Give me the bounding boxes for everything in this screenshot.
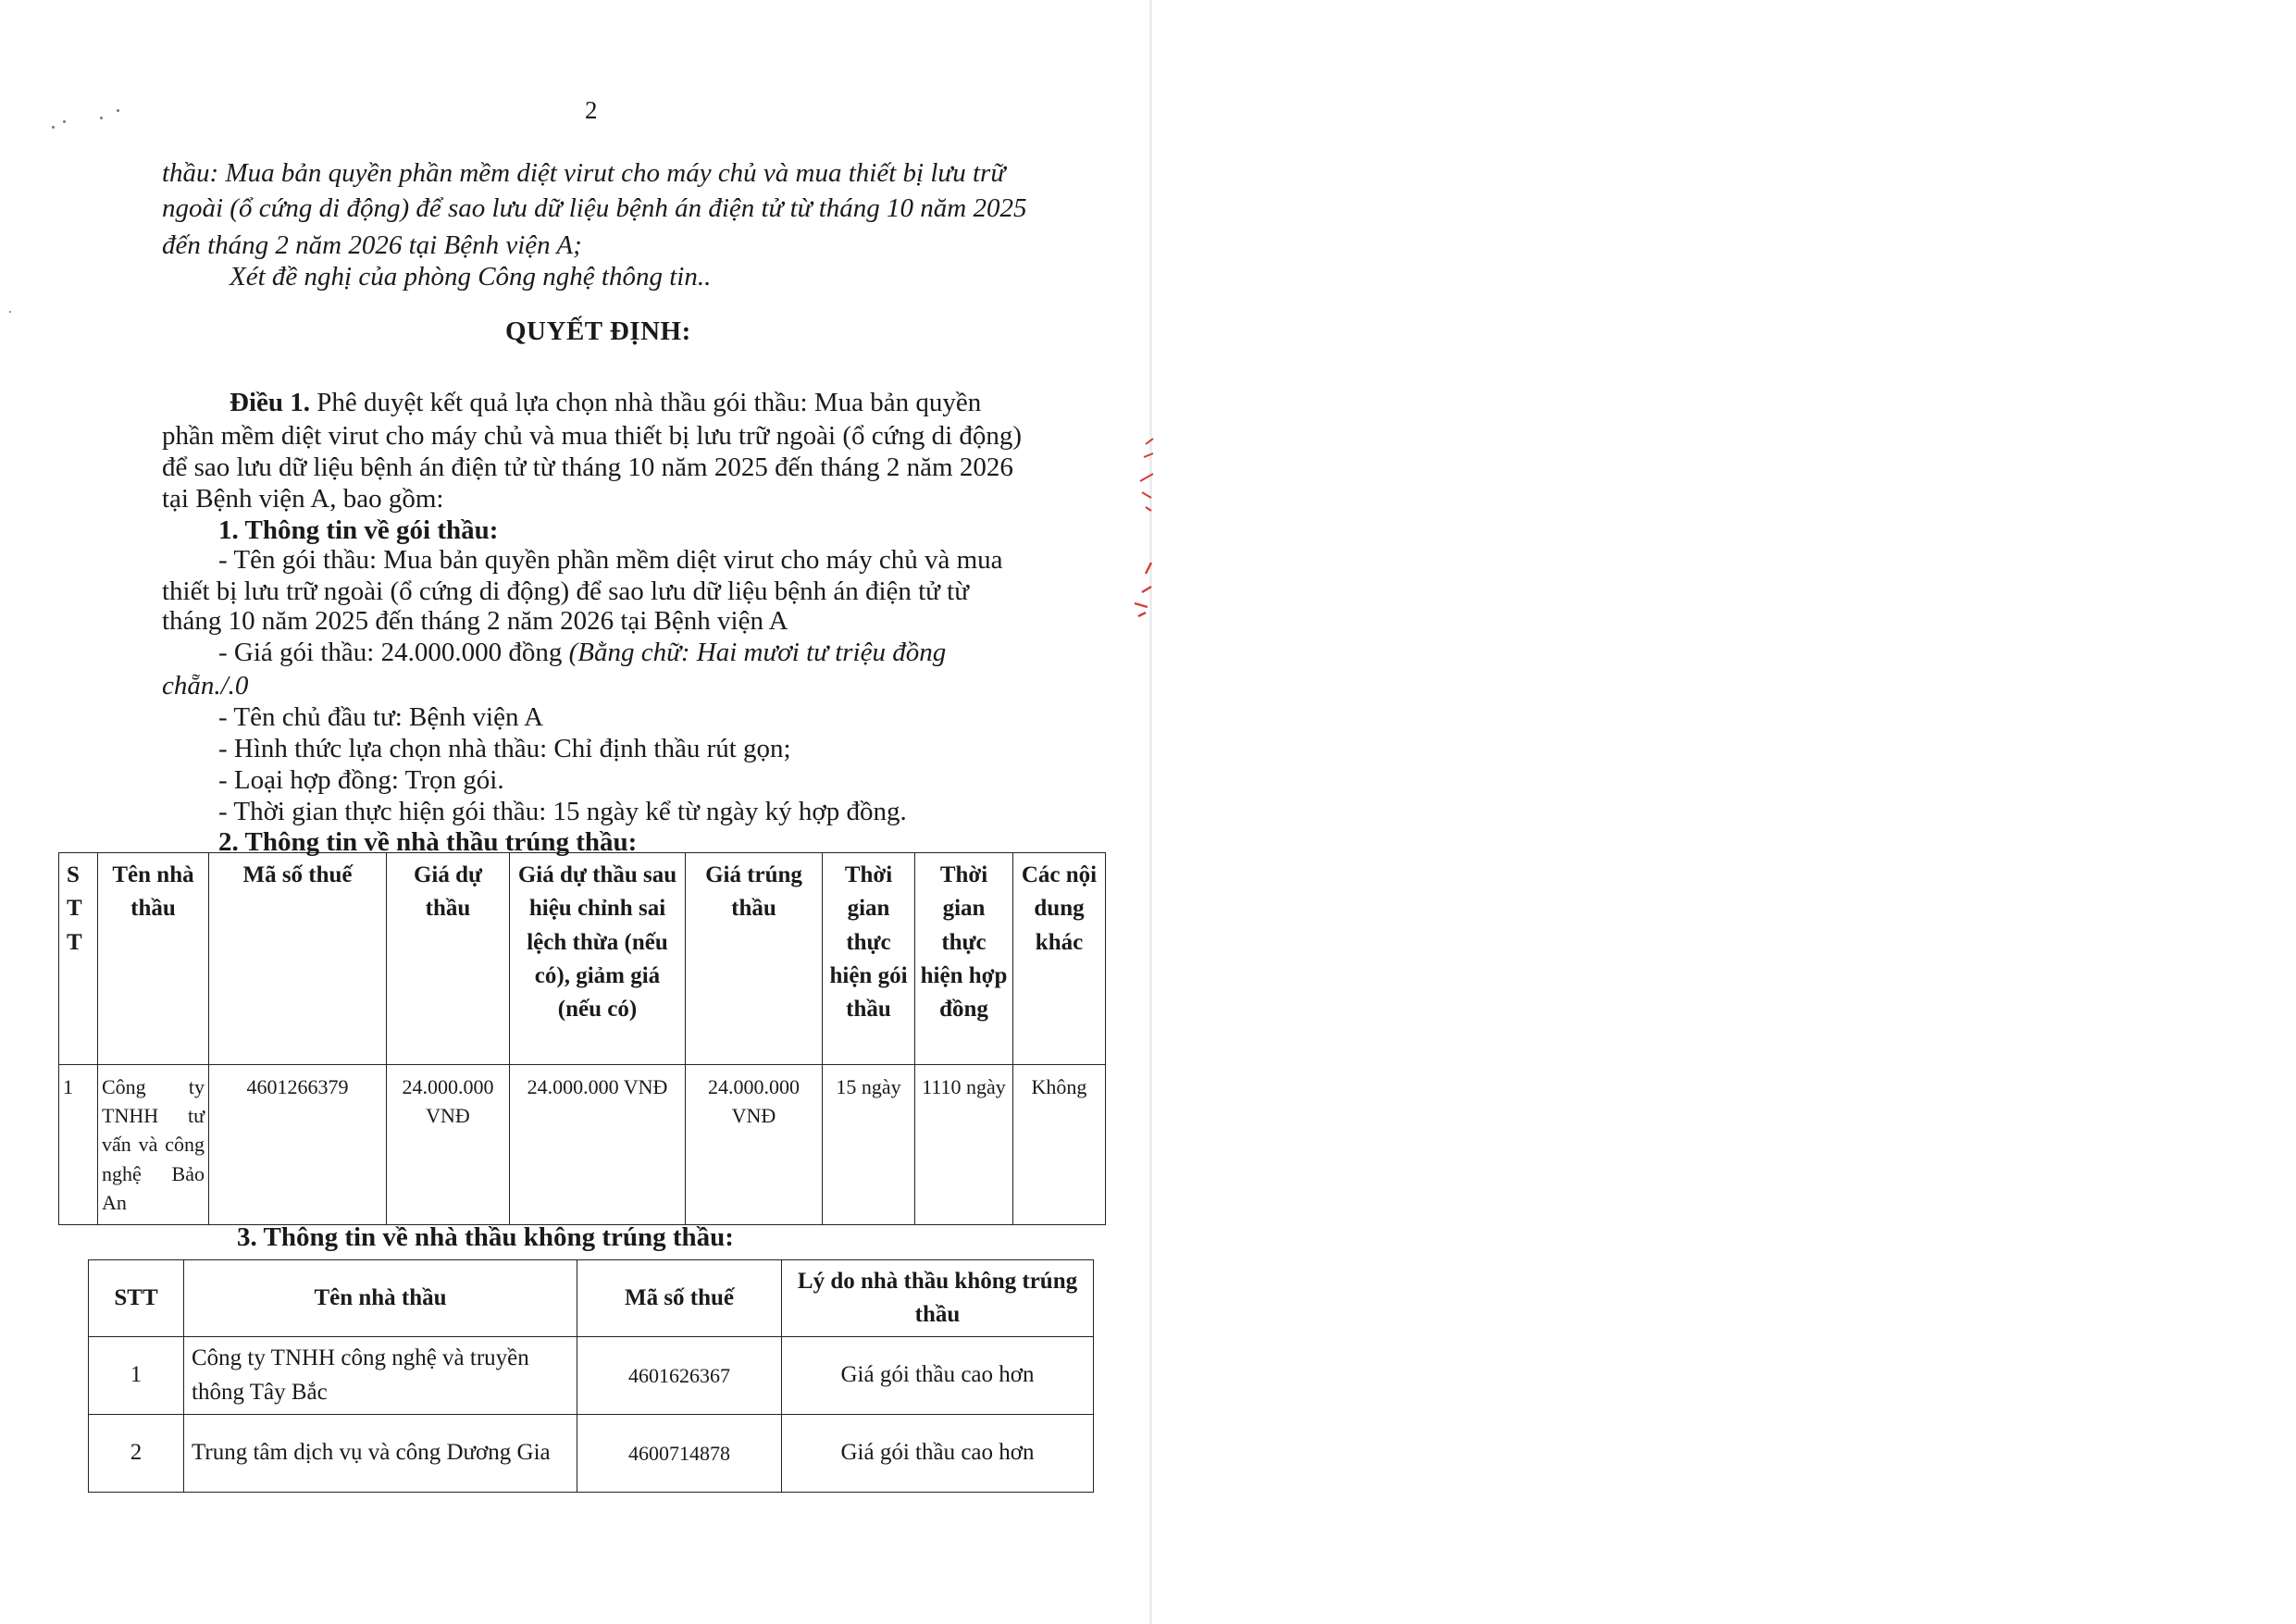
col-other: Các nội dung khác bbox=[1013, 853, 1106, 1065]
col-contractor-name: Tên nhà thầu bbox=[98, 853, 209, 1065]
section1-title: 1. Thông tin về gói thầu: bbox=[218, 515, 499, 545]
contract-type-line: - Loại hợp đồng: Trọn gói. bbox=[218, 765, 504, 795]
package-name-line-2: thiết bị lưu trữ ngoài (ổ cứng di động) để sao lưu dữ liệu bệnh án điện tử từ bbox=[162, 576, 969, 606]
col-contract-time: Thời gian thực hiện hợp đồng bbox=[915, 853, 1013, 1065]
row-tax-code: 4601266379 bbox=[209, 1065, 387, 1225]
page-fold bbox=[1149, 0, 1152, 1624]
row-stt: 2 bbox=[89, 1415, 184, 1493]
table-row bbox=[89, 1415, 1094, 1493]
row-tax-code: 4601626367 bbox=[577, 1337, 782, 1415]
non-winner-table bbox=[88, 1259, 1094, 1493]
duration-line: - Thời gian thực hiện gói thầu: 15 ngày kể từ ngày ký hợp đồng. bbox=[218, 797, 907, 826]
row-reason: Giá gói thầu cao hơn bbox=[782, 1415, 1094, 1493]
table-row bbox=[89, 1337, 1094, 1415]
decision-heading: QUYẾT ĐỊNH: bbox=[505, 316, 691, 346]
col-bid-price: Giá dự thầu bbox=[387, 853, 510, 1065]
col-tax-code: Mã số thuế bbox=[209, 853, 387, 1065]
table-row bbox=[59, 1065, 1106, 1225]
article1-label: Điều 1. bbox=[230, 388, 310, 417]
row-adjusted-price: 24.000.000 VNĐ bbox=[510, 1065, 686, 1225]
package-name-line-3: tháng 10 năm 2025 đến tháng 2 năm 2026 tại Bệnh viện A bbox=[162, 606, 788, 636]
section3-title: 3. Thông tin về nhà thầu không trúng thầu: bbox=[237, 1222, 734, 1252]
row-contract-time: 1110 ngày bbox=[915, 1065, 1013, 1225]
col-winning-price: Giá trúng thầu bbox=[686, 853, 823, 1065]
winner-table bbox=[58, 852, 1106, 1225]
row-package-time: 15 ngày bbox=[823, 1065, 915, 1225]
intro-line-4: Xét đề nghị của phòng Công nghệ thông tin.. bbox=[230, 262, 712, 291]
col-adjusted-price: Giá dự thầu sau hiệu chỉnh sai lệch thừa (nếu có), giảm giá (nếu có) bbox=[510, 853, 686, 1065]
article1-line-2: phần mềm diệt virut cho máy chủ và mua thiết bị lưu trữ ngoài (ổ cứng di động) bbox=[162, 421, 1023, 451]
article1-line-1 bbox=[230, 389, 981, 418]
package-price: - Giá gói thầu: 24.000.000 đồng bbox=[218, 638, 569, 667]
row-winning-price: 24.000.000 VNĐ bbox=[686, 1065, 823, 1225]
section2-title: 2. Thông tin về nhà thầu trúng thầu: bbox=[218, 827, 638, 857]
package-name-line-1: - Tên gói thầu: Mua bản quyền phần mềm diệt virut cho máy chủ và mua bbox=[218, 545, 1003, 575]
row-contractor-name: Trung tâm dịch vụ và công Dương Gia bbox=[184, 1415, 577, 1493]
investor-line: - Tên chủ đầu tư: Bệnh viện A bbox=[218, 702, 544, 732]
col-stt: S T T bbox=[59, 853, 98, 1065]
row-other: Không bbox=[1013, 1065, 1106, 1225]
article1-line-4: tại Bệnh viện A, bao gồm: bbox=[162, 484, 444, 514]
col-reason: Lý do nhà thầu không trúng thầu bbox=[782, 1260, 1094, 1337]
row-contractor-name: Công ty TNHH tư vấn và công nghệ Bảo An bbox=[98, 1065, 209, 1225]
selection-method-line: - Hình thức lựa chọn nhà thầu: Chỉ định thầu rút gọn; bbox=[218, 734, 791, 763]
intro-line-1: thầu: Mua bản quyền phần mềm diệt virut cho máy chủ và mua thiết bị lưu trữ bbox=[162, 158, 1006, 188]
stamp-fragment bbox=[1118, 435, 1164, 620]
page-number: 2 bbox=[585, 96, 598, 124]
article1-line-3: để sao lưu dữ liệu bệnh án điện tử từ tháng 10 năm 2025 đến tháng 2 năm 2026 bbox=[162, 452, 1013, 482]
row-stt: 1 bbox=[89, 1337, 184, 1415]
article1-text-1: Phê duyệt kết quả lựa chọn nhà thầu gói thầu: Mua bản quyền bbox=[310, 388, 982, 417]
row-bid-price: 24.000.000 VNĐ bbox=[387, 1065, 510, 1225]
intro-line-2: ngoài (ổ cứng di động) để sao lưu dữ liệu bệnh án điện tử từ tháng 10 năm 2025 bbox=[162, 193, 1027, 223]
row-stt: 1 bbox=[59, 1065, 98, 1225]
row-tax-code: 4600714878 bbox=[577, 1415, 782, 1493]
intro-line-3: đến tháng 2 năm 2026 tại Bệnh viện A; bbox=[162, 230, 582, 260]
col-contractor-name: Tên nhà thầu bbox=[184, 1260, 577, 1337]
col-package-time: Thời gian thực hiện gói thầu bbox=[823, 853, 915, 1065]
package-price-words: (Bằng chữ: Hai mươi tư triệu đồng bbox=[568, 638, 947, 667]
package-price-line bbox=[218, 638, 946, 668]
row-reason: Giá gói thầu cao hơn bbox=[782, 1337, 1094, 1415]
package-price-words-2: chẵn./.0 bbox=[162, 671, 249, 700]
col-tax-code: Mã số thuế bbox=[577, 1260, 782, 1337]
row-contractor-name: Công ty TNHH công nghệ và truyền thông Tây Bắc bbox=[184, 1337, 577, 1415]
winner-table-header bbox=[59, 853, 1106, 1065]
col-stt: STT bbox=[89, 1260, 184, 1337]
non-winner-table-header bbox=[89, 1260, 1094, 1337]
